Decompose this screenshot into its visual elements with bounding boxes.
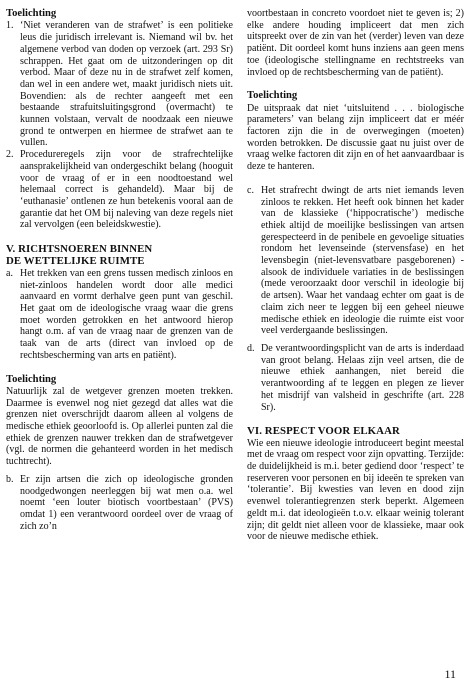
- left-column: [6, 8, 233, 532]
- toelichting-heading-1: Toelichting: [6, 8, 57, 19]
- item-b-continued: voortbestaan in concreto voordoet niet te geven is; 2) elke andere houding impliceert dat men zich uitspreekt over de zin van het (verder) leven van deze patiënt. Dit oordeel komt huns inziens aan geen mens toe (ideologische stellingname en rechtstreeks van invloed op de rechtsbescherming van de patiënt).: [247, 8, 464, 78]
- list-item-text: Procedureregels zijn voor de strafrechtelijke aansprakelijkheid van ondergeschikt belang (hooguit voor de vraag of er in een noodtoestand wel helemaal correct is gehandeld). Maar bij de ‘euthanasie’ ontlenen ze hun betekenis vooral aan de garantie dat het OM bij naleving van deze regels niet zal vervolgen (een beleidskwestie).: [20, 149, 233, 231]
- section-6-text: Wie een nieuwe ideologie introduceert begint meestal met de vraag om respect voor zijn opvatting. Terzijde: de duidelijkheid is m.i. beter gediend door ‘respect’ te reserveren voor personen en bij ideeën te spreken van ‘tolerantie’. Bij kwesties van leven en dood zijn evenwel tolerantiegrenzen sterk beperkt. Algemeen geldt m.i. dat ideologieën t.o.v. elkaar weinig tolerant zijn; dit geldt niet alleen voor de klassieke, maar ook voor de nieuwe medische ethiek.: [247, 437, 464, 543]
- list-marker: d.: [247, 342, 255, 354]
- toelichting-text-3: De uitspraak dat niet ‘uitsluitend . . . biologische parameters’ van belang zijn impliceert dat er méér factoren zijn die in de overwegingen (moeten) worden betrokken. De discussie gaat nu juist over de vraag welke factoren dit zijn en of het aanvaardbaar is deze te hanteren.: [247, 102, 464, 173]
- section-5-item-d: [247, 343, 464, 413]
- section-5-heading-line-1: V. RICHTSNOEREN BINNEN: [6, 243, 153, 256]
- right-column: [247, 8, 464, 543]
- section-5-item-c: [247, 185, 464, 337]
- toelichting-heading-3: Toelichting: [247, 90, 298, 102]
- page-number: 11: [444, 667, 456, 681]
- section-5-item-b: [6, 474, 233, 533]
- list-item-1: [6, 20, 233, 149]
- toelichting-heading-2: Toelichting: [6, 373, 57, 385]
- list-marker: a.: [6, 267, 13, 279]
- list-item-2: [6, 149, 233, 231]
- list-marker: 1.: [6, 20, 14, 32]
- list-item-text: Er zijn artsen die zich op ideologische gronden noodgedwongen neerleggen bij wat men o.a. wel noemt ‘een louter biotisch voortbestaan’ (PVS) omdat 1) een verantwoord oordeel over de vraag of zich zo’n: [20, 473, 233, 532]
- list-marker: c.: [247, 184, 254, 196]
- list-item-text: ‘Niet veranderen van de strafwet’ is een politieke leus die juridisch irrelevant is. Niemand wil bv. het algemene verbod van doden op verzoek (art. 293 Sr) schrappen. Het gaat om de uitzonderingen op dit verbod. Maar of deze nu in de strafwet zelf komen, dan wel in een andere wet, maakt juridisch niets uit. Bovendien: als de rechter aangeeft met een bestaande strafuitsluitingsgrond (overmacht) te kunnen volstaan, vervalt de noodzaak een nieuwe grond te ontwerpen en hiermee de strafwet aan te vullen.: [20, 20, 233, 149]
- list-item-text: Het strafrecht dwingt de arts niet iemands leven zinloos te rekken. Het heeft ook binnen het kader van de klassieke (‘hippocratische’) medische ethiek altijd de moeilijke beslissingen van artsen gerespecteerd in de penibele en gevoelige situaties rondom het levenseinde (stervensfase) en het levensbegin (niet-levensvatbare pasgeborenen) - alsook de individuele variaties in de beslissingen (mede veroorzaakt door verschil in ideologie bij de artsen). Waar het vandaag echter om gaat is de claim zich neer te leggen bij een geheel nieuwe medische ethiek en ideologie die ruimte eist voor veel verdergaande beslissingen.: [261, 184, 464, 337]
- list-item-text: Het trekken van een grens tussen medisch zinloos en niet-zinloos handelen wordt door alle medici aanvaard en vormt derhalve geen punt van geschil. Het gaat om de ideologische vraag waar die grens moet worden getrokken en het antwoord hierop hangt o.m. af van de vraag naar de grenzen van de taak van de arts (direct van invloed op de rechtsbescherming van arts en patiënt).: [20, 267, 233, 361]
- section-5-item-a: [6, 268, 233, 362]
- list-marker: 2.: [6, 149, 14, 161]
- list-marker: b.: [6, 473, 14, 485]
- list-item-text: De verantwoordingsplicht van de arts is inderdaad van groot belang. Helaas zijn veel artsen, die de nieuwe ethiek aanhangen, niet bereid die verantwoording af te leggen en plegen ze liever het misdrijf van valsheid in geschrifte (art. 228 Sr).: [261, 342, 464, 413]
- section-5-heading-line-2: DE WETTELIJKE RUIMTE: [6, 255, 145, 268]
- section-6-heading: VI. RESPECT VOOR ELKAAR: [247, 425, 400, 438]
- toelichting-text-2: Natuurlijk zal de wetgever grenzen moeten trekken. Daarmee is evenwel nog niet gezegd dat alles wat die grenzen niet overschrijdt daarom alleen al volgens de medische ethiek geoorloofd is. Op allerlei punten zal die ethiek de grenzen nauwer trekken dan de strafwetgever (vgl. de normen die gehanteerd worden in het medisch tuchtrecht).: [6, 385, 233, 468]
